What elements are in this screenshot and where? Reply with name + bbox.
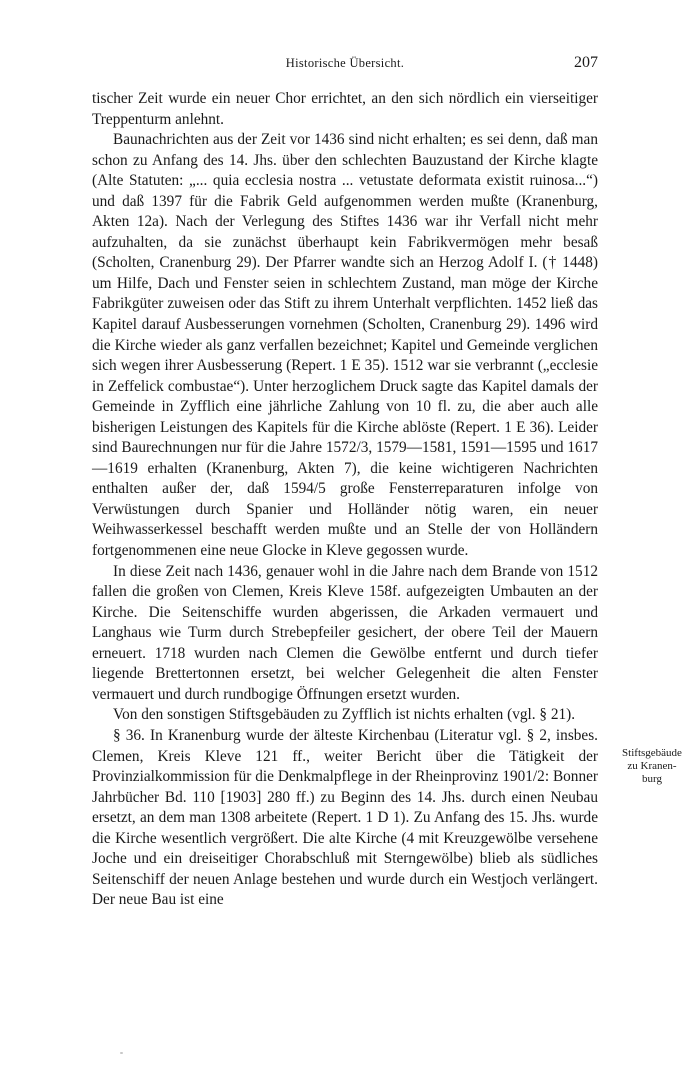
body-text xyxy=(92,89,598,911)
paper-speck xyxy=(120,1052,123,1054)
page-number: 207 xyxy=(574,54,598,71)
running-head: Historische Übersicht. xyxy=(285,56,405,70)
paragraph-umbauten: In diese Zeit nach 1436, genauer wohl in die Jahre nach dem Brande von 1512 fallen die großen von Clemen, Kreis Kleve 158f. aufgezeigten Umbauten an der Kirche. Die Seitenschiffe wurden abgerissen, die Arkaden vermauert und Langhaus wie Turm durch Strebepfeiler gesichert, der obere Teil der Mauern erneuert. 1718 wurden nach Clemen die Gewölbe entfernt und durch tiefer liegende Brettertonnen ersetzt, bei welcher Gelegenheit die alten Fenster vermauert und durch rundbogige Öffnungen ersetzt wurden. xyxy=(92,562,598,703)
marginal-note xyxy=(604,747,700,785)
marginal-note-line: burg xyxy=(642,772,662,785)
marginal-note-line: zu Kranen- xyxy=(627,759,677,772)
page-header xyxy=(92,56,598,76)
marginal-note-line: Stiftsgebäude xyxy=(622,747,682,759)
paragraph-section-36: § 36. In Kranenburg wurde der älteste Kirchenbau (Literatur vgl. § 2, insbes. Clemen, Kreis Kleve 121 ff., weiter Bericht über die Tätigkeit der Provinzialkommission für die Denkmalpflege in der Rheinprovinz 1901/2: Bonner Jahrbücher Bd. 110 [1903] 280 ff.) zu Beginn des 14. Jhs. durch einen Neubau ersetzt, an dem man 1308 arbeitete (Repert. 1 D 1). Zu Anfang des 15. Jhs. wurde die Kirche wesentlich vergrößert. Die alte Kirche (4 mit Kreuzgewölbe versehene Joche und ein dreiseitiger Chorabschluß mit Sterngewölbe) blieb als südliches Seitenschiff der neuen Anlage bestehen und wurde durch ein Westjoch verlängert. Der neue Bau ist eine xyxy=(92,726,598,909)
paragraph-stiftsgebaeude-zyfflich: Von den sonstigen Stiftsgebäuden zu Zyfflich ist nichts erhalten (vgl. § 21). xyxy=(113,706,576,724)
paragraph-baunachrichten: Baunachrichten aus der Zeit vor 1436 sind nicht erhalten; es sei denn, daß man schon zu Anfang des 14. Jhs. über den schlechten Bauzustand der Kirche klagte (Alte Statuten: „... quia ecclesia nostra ... vetustate deformata existit ruinosa...“) und daß 1397 für die Fabrik Geld aufgenommen werden mußte (Kranenburg, Akten 12a). Nach der Verlegung des Stiftes 1436 war ihr Verfall nicht mehr aufzuhalten, da sie zunächst überhaupt kein Fabrikvermögen mehr besaß (Scholten, Cranenburg 29). Der Pfarrer wandte sich an Herzog Adolf I. († 1448) um Hilfe, Dach und Fenster seien in schlechtem Zustand, man möge der Kirche Fabrikgüter zuweisen oder das Stift zu ihrem Unterhalt verpflichten. 1452 ließ das Kapitel darauf Ausbesserungen vornehmen (Scholten, Cranenburg 29). 1496 wird die Kirche wieder als ganz verfallen bezeichnet; Kapitel und Gemeinde verglichen sich wegen ihrer Ausbesserung (Repert. 1 E 35). 1512 war sie verbrannt („ecclesie in Zeffelick combustae“). Unter herzoglichem Druck sagte das Kapitel damals der Gemeinde in Zyfflich eine jährliche Zahlung von 10 fl. zu, die aber auch alle bisherigen Leistungen des Kapitels für die Kirche ablöste (Repert. 1 E 36). Leider sind Baurechnungen nur für die Jahre 1572/3, 1579—1581, 1591—1595 und 1617—1619 erhalten (Kranenburg, Akten 7), die keine wichtigeren Nachrichten enthalten außer der, daß 1594/5 große Fensterreparaturen infolge von Verwüstungen durch Spanier und Holländer nötig waren, ein neuer Weihwasserkessel beschafft werden mußte und an Stelle der von Holländern fortgenommenen eine neue Glocke in Kleve gegossen wurde. xyxy=(92,131,598,560)
paragraph-continuation: tischer Zeit wurde ein neuer Chor errichtet, an den sich nördlich ein vierseitiger Treppenturm anlehnt. xyxy=(92,90,598,128)
